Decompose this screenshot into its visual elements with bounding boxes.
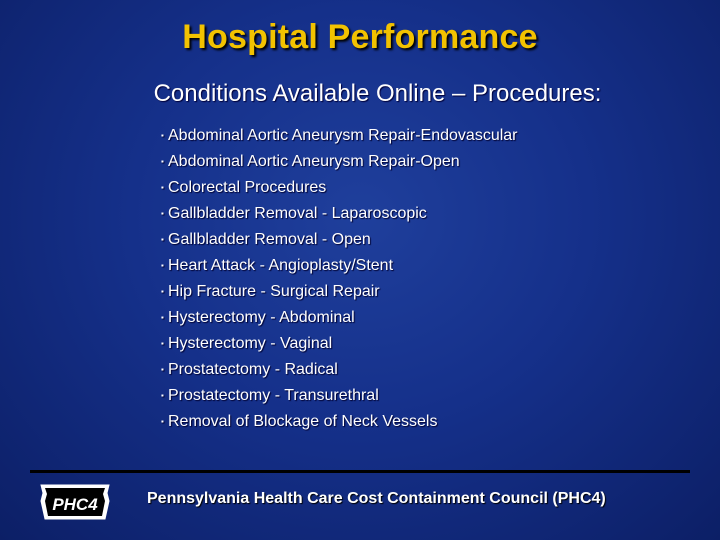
list-item (161, 279, 518, 305)
list-item (161, 253, 518, 279)
procedure-label: Colorectal Procedures (168, 179, 327, 196)
procedure-label: Heart Attack - Angioplasty/Stent (168, 257, 394, 274)
list-item (161, 123, 518, 149)
procedure-label: Gallbladder Removal - Laparoscopic (168, 205, 427, 222)
square-bullet-icon: ▪ (161, 417, 164, 426)
procedure-label: Removal of Blockage of Neck Vessels (168, 413, 438, 430)
list-item (161, 409, 518, 435)
list-item (161, 357, 518, 383)
footer-divider (30, 470, 690, 473)
footer-organization: Pennsylvania Health Care Cost Containment Council (PHC4) (147, 490, 606, 507)
list-item (161, 383, 518, 409)
procedure-label: Abdominal Aortic Aneurysm Repair-Endovascular (168, 127, 518, 144)
list-item (161, 331, 518, 357)
list-item (161, 175, 518, 201)
procedure-label: Gallbladder Removal - Open (168, 231, 371, 248)
square-bullet-icon: ▪ (161, 287, 164, 296)
list-item (161, 227, 518, 253)
square-bullet-icon: ▪ (161, 157, 164, 166)
slide-title: Hospital Performance (182, 18, 538, 56)
list-item (161, 149, 518, 175)
square-bullet-icon: ▪ (161, 365, 164, 374)
square-bullet-icon: ▪ (161, 313, 164, 322)
logo-text: PHC4 (52, 495, 98, 514)
list-item (161, 305, 518, 331)
procedure-label: Prostatectomy - Transurethral (168, 387, 379, 404)
square-bullet-icon: ▪ (161, 261, 164, 270)
list-item (161, 201, 518, 227)
procedure-label: Abdominal Aortic Aneurysm Repair-Open (168, 153, 460, 170)
procedure-label: Hip Fracture - Surgical Repair (168, 283, 380, 300)
square-bullet-icon: ▪ (161, 209, 164, 218)
procedure-label: Hysterectomy - Vaginal (168, 335, 333, 352)
square-bullet-icon: ▪ (161, 131, 164, 140)
square-bullet-icon: ▪ (161, 391, 164, 400)
procedure-label: Prostatectomy - Radical (168, 361, 338, 378)
square-bullet-icon: ▪ (161, 183, 164, 192)
square-bullet-icon: ▪ (161, 339, 164, 348)
procedure-list (161, 123, 518, 435)
phc4-logo (38, 481, 112, 523)
procedure-label: Hysterectomy - Abdominal (168, 309, 355, 326)
square-bullet-icon: ▪ (161, 235, 164, 244)
slide-subtitle: Conditions Available Online – Procedures: (153, 80, 602, 107)
